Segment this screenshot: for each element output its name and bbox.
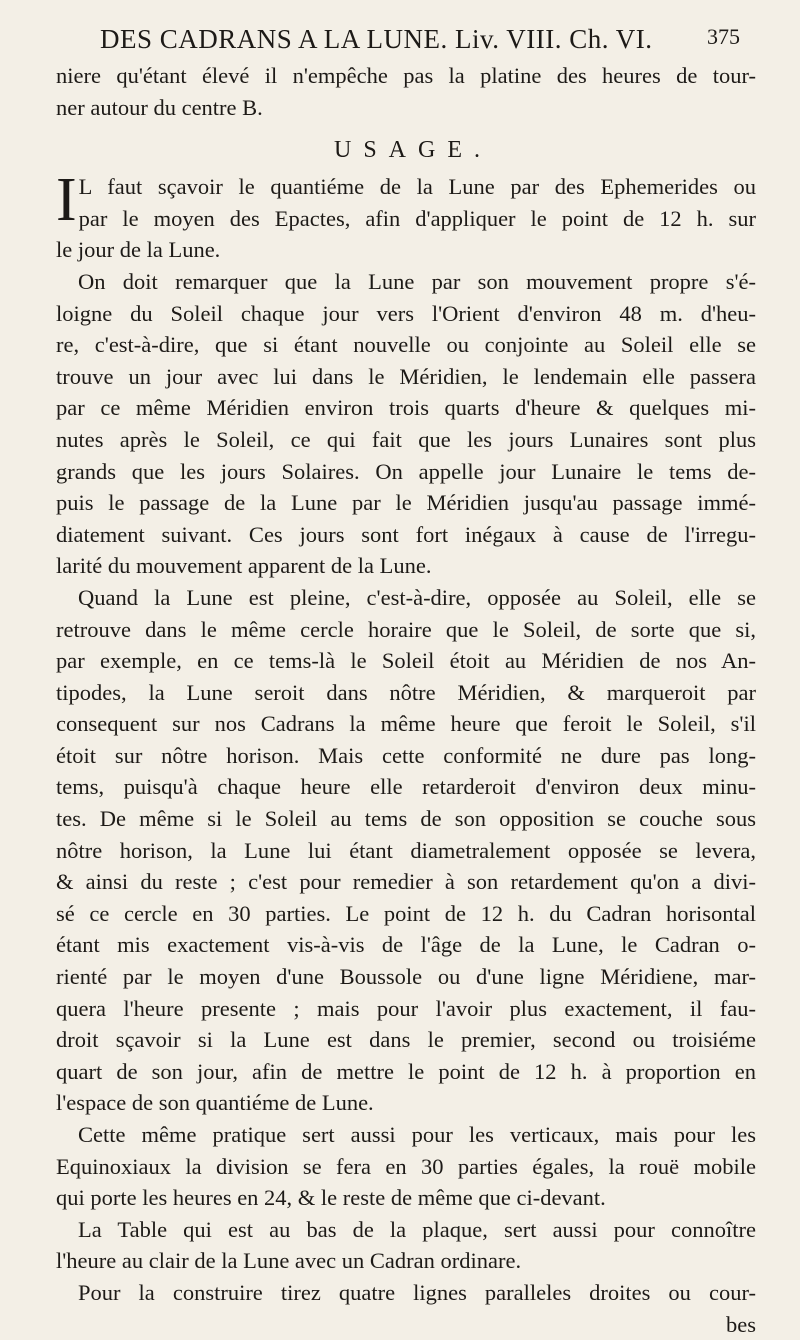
text-line: tems, puisqu'à chaque heure elle retarderoit d'environ deux minu- <box>56 774 756 800</box>
text-line: quera l'heure presente ; mais pour l'avoir plus exactement, il fau- <box>56 995 756 1021</box>
text-line: larité du mouvement apparent de la Lune. <box>56 553 432 579</box>
text-line: par le moyen des Epactes, afin d'appliquer le point de 12 h. sur <box>78 205 756 231</box>
text-line: tipodes, la Lune seroit dans nôtre Méridien, & marqueroit par <box>56 679 756 705</box>
text-line: diatement suivant. Ces jours sont fort inégaux à cause de l'irregu- <box>56 521 756 547</box>
drop-cap: I <box>56 166 77 235</box>
paragraph <box>56 166 756 266</box>
text-line: On doit remarquer que la Lune par son mouvement propre s'é- <box>78 268 756 294</box>
text-line: La Table qui est au bas de la plaque, sert aussi pour connoître <box>78 1216 756 1242</box>
text-line: le jour de la Lune. <box>56 237 221 263</box>
paragraph <box>56 1277 756 1340</box>
text-line: trouve un jour avec lui dans le Méridien, le lendemain elle passera <box>56 363 756 389</box>
text-line: nutes après le Soleil, ce qui fait que les jours Lunaires sont plus <box>56 426 756 452</box>
text-line: re, c'est-à-dire, que si étant nouvelle ou conjointe au Soleil elle se <box>56 332 756 358</box>
paragraph <box>56 1119 756 1214</box>
text-line: étant mis exactement vis-à-vis de l'âge de la Lune, le Cadran o- <box>56 932 756 958</box>
text-line: étoit sur nôtre horison. Mais cette conformité ne dure pas long- <box>56 742 756 768</box>
text-line: sé ce cercle en 30 parties. Le point de 12 h. du Cadran horisontal <box>56 900 756 926</box>
page-number: 375 <box>707 24 740 49</box>
text-line: Cette même pratique sert aussi pour les verticaux, mais pour les <box>78 1122 756 1147</box>
text-line: retrouve dans le même cercle horaire que le Soleil, de sorte que si, <box>56 616 756 642</box>
running-title: DES CADRANS A LA LUNE. Liv. VIII. Ch. VI. <box>100 24 653 54</box>
paragraph <box>56 582 756 1119</box>
text-line: puis le passage de la Lune par le Méridien jusqu'au passage immé- <box>56 490 756 516</box>
section-heading: USAGE. <box>333 137 492 164</box>
text-line: nôtre horison, la Lune lui étant diametralement opposée se levera, <box>56 837 756 863</box>
catchword: bes <box>726 1311 756 1337</box>
page-header <box>100 24 740 64</box>
text-line: Pour la construire tirez quatre lignes paralleles droites ou cour- <box>78 1279 756 1305</box>
text-line: grands que les jours Solaires. On appelle jour Lunaire le tems de- <box>56 458 756 484</box>
text-line: tes. De même si le Soleil au tems de son opposition se couche sous <box>56 806 756 832</box>
text-line: Equinoxiaux la division se fera en 30 parties égales, la rouë mobile <box>56 1153 756 1179</box>
text-line: par exemple, en ce tems-là le Soleil étoit au Méridien de nos An- <box>56 648 756 674</box>
text-line: rienté par le moyen d'une Boussole ou d'une ligne Méridiene, mar- <box>56 964 756 990</box>
text-line: qui porte les heures en 24, & le reste de même que ci-devant. <box>56 1185 606 1211</box>
text-line: ner autour du centre B. <box>56 94 263 120</box>
text-line: consequent sur nos Cadrans la même heure que feroit le Soleil, s'il <box>56 711 756 737</box>
text-line: l'espace de son quantiéme de Lune. <box>56 1090 374 1116</box>
text-line: droit sçavoir si la Lune est dans le premier, second ou troisiéme <box>56 1027 756 1053</box>
text-line: quart de son jour, afin de mettre le point de 12 h. à proportion en <box>56 1058 756 1084</box>
text-line: l'heure au clair de la Lune avec un Cadran ordinare. <box>56 1248 522 1274</box>
text-line: niere qu'étant élevé il n'empêche pas la platine des heures de tour- <box>56 63 756 88</box>
text-line: Quand la Lune est pleine, c'est-à-dire, opposée au Soleil, elle se <box>78 584 756 610</box>
paragraph <box>56 1214 756 1277</box>
text-line: par ce même Méridien environ trois quarts d'heure & quelques mi- <box>56 395 756 421</box>
text-line: loigne du Soleil chaque jour vers l'Orient d'environ 48 m. d'heu- <box>56 300 756 326</box>
paragraph <box>56 266 756 582</box>
body-text <box>56 60 756 1340</box>
text-line: L faut sçavoir le quantiéme de la Lune par des Ephemerides ou <box>78 174 756 200</box>
text-line: & ainsi du reste ; c'est pour remedier à son retardement qu'on a divi- <box>56 869 756 895</box>
